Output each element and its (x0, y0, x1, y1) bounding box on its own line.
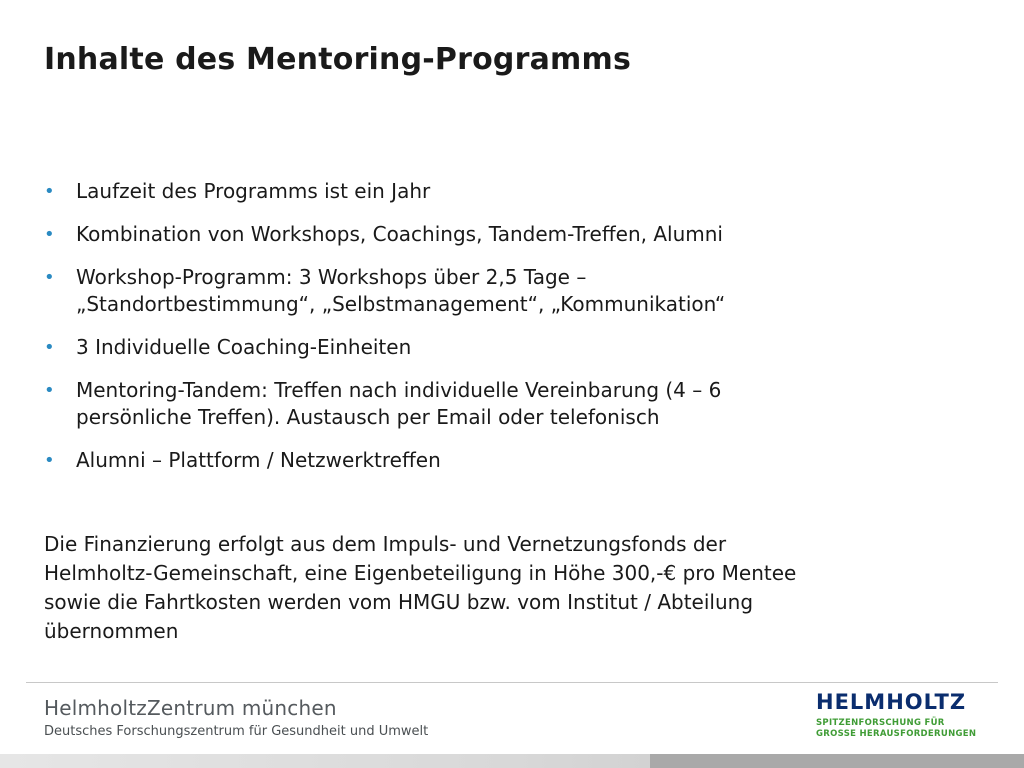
bullet-text: 3 Individuelle Coaching-Einheiten (76, 335, 412, 359)
bullet-item (44, 447, 944, 474)
helmholtz-tagline-line: SPITZENFORSCHUNG FÜR (816, 718, 945, 728)
bullet-text: „Standortbestimmung“, „Selbstmanagement“, „Kommunikation“ (76, 292, 726, 316)
helmholtz-zentrum-muenchen-logo (44, 696, 428, 739)
financing-text: Die Finanzierung erfolgt aus dem Impuls- und Vernetzungsfonds der (44, 532, 727, 556)
bullet-text: persönliche Treffen). Austausch per Email oder telefonisch (76, 405, 660, 429)
bullet-icon: • (44, 224, 55, 245)
bullet-icon: • (44, 450, 55, 471)
helmholtz-logo (816, 690, 976, 740)
bullet-item (44, 377, 944, 431)
bullet-item (44, 221, 944, 248)
bullet-item (44, 178, 944, 205)
bullet-text: Alumni – Plattform / Netzwerktreffen (76, 448, 441, 472)
bottom-bar (0, 754, 1024, 768)
bullet-icon: • (44, 267, 55, 288)
bullet-item (44, 264, 944, 318)
hzm-logo-name: HelmholtzZentrum münchen (44, 696, 337, 720)
bottom-bar-accent (650, 754, 1024, 768)
bullet-text: Kombination von Workshops, Coachings, Tandem-Treffen, Alumni (76, 222, 723, 246)
bullet-icon: • (44, 337, 55, 358)
helmholtz-tagline-line: GROSSE HERAUSFORDERUNGEN (816, 729, 977, 739)
bullet-icon: • (44, 380, 55, 401)
helmholtz-logo-tagline (816, 718, 976, 740)
bullet-item (44, 334, 944, 361)
bullet-text: Mentoring-Tandem: Treffen nach individuelle Vereinbarung (4 – 6 (76, 378, 722, 402)
bullet-text: Laufzeit des Programms ist ein Jahr (76, 179, 431, 203)
financing-paragraph (44, 530, 944, 646)
financing-text: übernommen (44, 619, 179, 643)
bullet-text: Workshop-Programm: 3 Workshops über 2,5 Tage – (76, 265, 587, 289)
bullet-icon: • (44, 181, 55, 202)
financing-text: sowie die Fahrtkosten werden vom HMGU bzw. vom Institut / Abteilung (44, 590, 754, 614)
financing-text: Helmholtz-Gemeinschaft, eine Eigenbeteiligung in Höhe 300,-€ pro Mentee (44, 561, 797, 585)
slide-title: Inhalte des Mentoring-Programms (44, 42, 632, 77)
hzm-logo-subtitle: Deutsches Forschungszentrum für Gesundheit und Umwelt (44, 724, 429, 739)
bullet-list (44, 178, 944, 490)
helmholtz-logo-name: HELMHOLTZ (816, 690, 967, 714)
footer-divider (26, 682, 998, 683)
